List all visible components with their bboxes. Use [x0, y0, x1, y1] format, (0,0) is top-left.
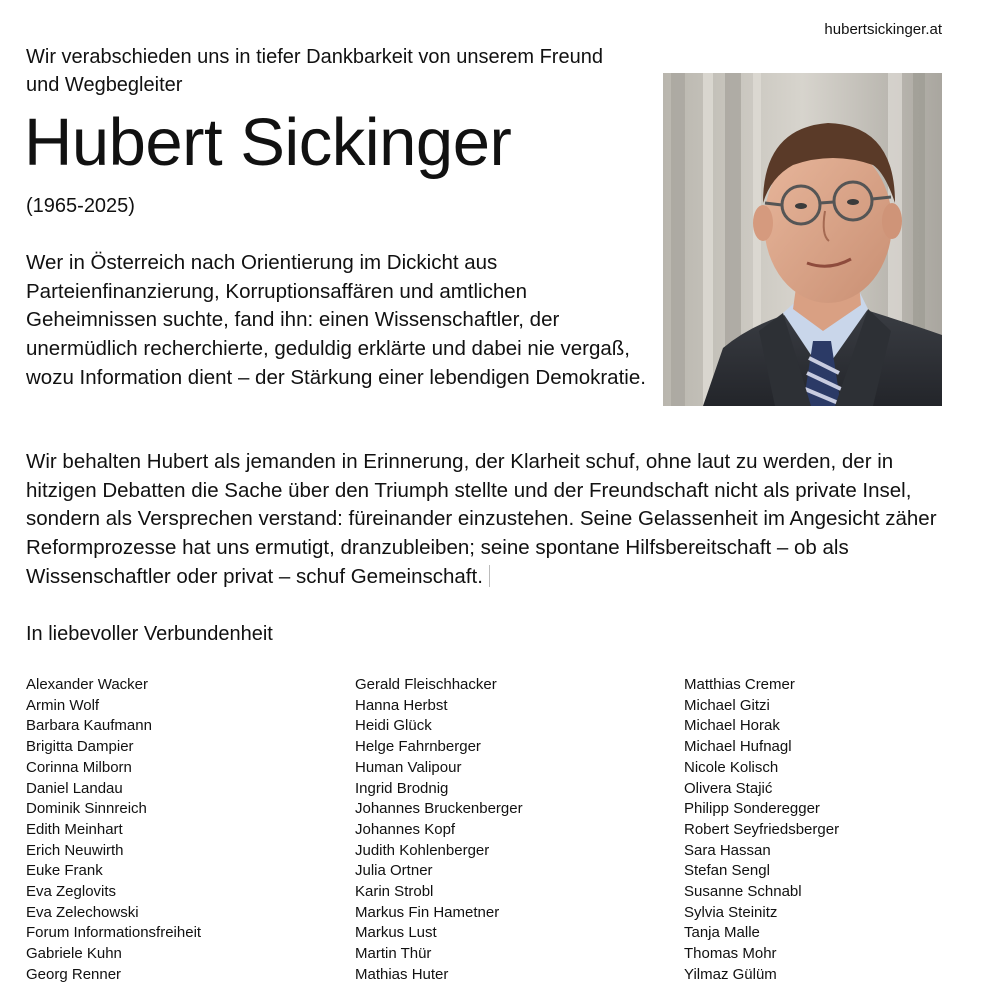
signatory-name: Corinna Milborn [26, 758, 132, 776]
signatory-name: Martin Thür [355, 945, 432, 963]
signatories-column-3 [684, 675, 839, 986]
closing-line: In liebevoller Verbundenheit [26, 623, 273, 645]
signatory-name: Markus Lust [355, 924, 437, 942]
signatory-name: Alexander Wacker [26, 676, 148, 693]
signatory-name: Olivera Stajić [684, 779, 773, 797]
signatory-name: Michael Gitzi [684, 696, 770, 714]
signatory-name: Johannes Bruckenberger [355, 800, 523, 818]
signatory-name: Thomas Mohr [684, 945, 777, 963]
signatory-name: Gerald Fleischhacker [355, 676, 497, 693]
tribute-paragraph-2 [26, 448, 956, 592]
life-years: (1965-2025) [26, 195, 135, 217]
signatory-name: Human Valipour [355, 758, 462, 776]
signatory-name: Barbara Kaufmann [26, 717, 152, 735]
signatory-name: Sylvia Steinitz [684, 903, 778, 921]
site-url-link[interactable]: hubertsickinger.at [824, 21, 942, 38]
signatory-name: Susanne Schnabl [684, 883, 802, 901]
tribute-paragraph-2-text: Wir behalten Hubert als jemanden in Erinnerung, der Klarheit schuf, ohne laut zu werden, der in hitzigen Debatten die Sache über den Triumph stellte und der Freundschaft nicht als private Insel, sondern als Versprechen verstand: füreinander einzustehen. Seine Gelassenheit im Angesicht zäher Reformprozesse hat uns ermutigt, dranzubleiben; seine spontane Hilfsbereitschaft – ob als Wissenschaftler oder privat – schuf Gemeinschaft. [26, 450, 937, 588]
signatory-name: Markus Fin Hametner [355, 903, 500, 921]
signatory-name: Yilmaz Gülüm [684, 965, 777, 983]
signatory-name: Gabriele Kuhn [26, 945, 122, 963]
signatory-name: Julia Ortner [355, 862, 433, 880]
signatory-name: Michael Hufnagl [684, 738, 792, 756]
signatory-name: Georg Renner [26, 965, 122, 983]
signatory-name: Armin Wolf [26, 696, 100, 714]
signatory-name: Philipp Sonderegger [684, 800, 820, 818]
signatory-name: Sara Hassan [684, 841, 771, 859]
signatory-name: Dominik Sinnreich [26, 800, 147, 818]
signatory-name: Tanja Malle [684, 924, 760, 942]
signatory-name: Judith Kohlenberger [355, 841, 490, 859]
signatory-name: Euke Frank [26, 862, 103, 880]
person-name-heading: Hubert Sickinger [24, 105, 512, 180]
signatory-name: Mathias Huter [355, 965, 449, 983]
intro-text: Wir verabschieden uns in tiefer Dankbarkeit von unserem Freund und Wegbegleiter [26, 46, 603, 96]
signatory-name: Daniel Landau [26, 779, 123, 797]
tribute-paragraph-1: Wer in Österreich nach Orientierung im Dickicht aus Parteienfinanzierung, Korruptionsaffären und amtlichen Geheimnissen suchte, fand ihn: einen Wissenschaftler, der unermüdlich recherchierte, geduldig erklärte und dabei nie vergaß, wozu Information dient – der Stärkung einer lebendigen Demokratie. [26, 251, 646, 389]
signatory-name: Helge Fahrnberger [355, 738, 481, 756]
signatory-name: Ingrid Brodnig [355, 779, 449, 797]
signatory-name: Eva Zelechowski [26, 903, 139, 921]
signatory-name: Edith Meinhart [26, 820, 123, 838]
signatory-name: Hanna Herbst [355, 696, 448, 714]
signatory-name: Stefan Sengl [684, 862, 770, 880]
text-caret [489, 565, 490, 587]
signatory-name: Nicole Kolisch [684, 758, 779, 776]
signatory-name: Eva Zeglovits [26, 883, 117, 901]
signatory-name: Robert Seyfriedsberger [684, 820, 840, 838]
signatories-column-2 [355, 675, 523, 986]
signatory-name: Forum Informationsfreiheit [26, 924, 202, 942]
signatory-name: Johannes Kopf [355, 820, 456, 838]
signatory-name: Heidi Glück [355, 717, 432, 735]
signatory-name: Karin Strobl [355, 883, 434, 901]
signatories-column-1 [26, 675, 201, 986]
portrait-photo [663, 73, 942, 406]
signatory-name: Brigitta Dampier [26, 738, 134, 756]
signatory-name: Matthias Cremer [684, 676, 795, 693]
signatory-name: Erich Neuwirth [26, 841, 124, 859]
signatory-name: Michael Horak [684, 717, 780, 735]
